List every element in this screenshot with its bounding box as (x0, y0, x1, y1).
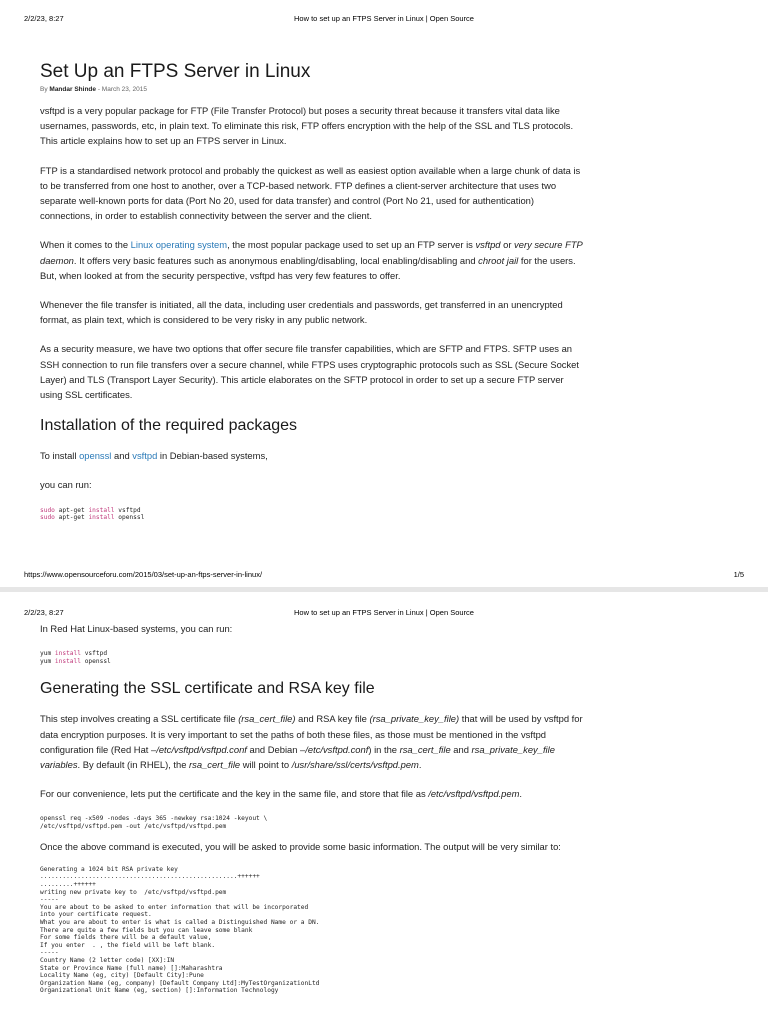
print-url[interactable]: https://www.opensourceforu.com/2015/03/set-up-an-ftps-server-in-linux/ (24, 570, 263, 579)
paragraph-you-can-run: you can run: (40, 479, 92, 491)
page-divider (0, 587, 768, 592)
print-date: 2/2/23, 8:27 (24, 14, 64, 23)
code-openssl-req: openssl req -x509 -nodes -days 365 -newkey rsa:1024 -keyout \ /etc/vsftpd/vsftpd.pem -out /etc/vsftpd/vsftpd.pem (40, 815, 268, 830)
paragraph-redhat: In Red Hat Linux-based systems, you can run: (40, 623, 233, 634)
code-openssl-output: Generating a 1024 bit RSA private key .....................................................++++++ .........++++++ writing new private key to /etc/vsftpd/vsftpd.pem ----- You are about to be asked to enter information that will be incorporated into your certificate request. What you are about to enter is what is called a Distinguished Name or a DN. There are quite a few fields but you can leave some blank For some fields there will be a default value, If you enter . , the field will be left blank. ----- Country Name (2 letter code) [XX]:IN State or Province Name (full name) []:Maharashtra Locality Name (eg, city) [Default City]:Pune Organization Name (eg, company) [Default Company Ltd]:MyTestOrganizationLtd Organizational Unit Name (eg, section) []:Information Technology (40, 865, 320, 995)
paragraph-plain-text-risk: Whenever the file transfer is initiated, all the data, including user credentials and passwords, get transferred in an unencrypted format, as plain text, which is considered to be very risky in any public network. (40, 299, 563, 326)
linux-os-link[interactable]: Linux operating system (130, 239, 228, 251)
vsftpd-link[interactable]: vsftpd (132, 450, 158, 462)
heading-ssl-cert: Generating the SSL certificate and RSA key file (40, 680, 375, 698)
openssl-link[interactable]: openssl (79, 450, 112, 462)
print-date-2: 2/2/23, 8:27 (24, 608, 64, 617)
article-title: Set Up an FTPS Server in Linux (40, 61, 311, 82)
publish-date: - March 23, 2015 (97, 86, 147, 93)
author-link[interactable]: Mandar Shinde (49, 86, 96, 93)
heading-installation: Installation of the required packages (40, 417, 298, 435)
paragraph-install-debian: To install openssl and vsftpd in Debian-based systems, (40, 450, 268, 462)
byline-prefix: By (40, 86, 48, 93)
paragraph-ftp-definition: FTP is a standardised network protocol and probably the quickest as well as easiest option available when a large chunk of data is to be transferred from one host to another, over a TCP-based network. FTP defines a client-server architecture that uses two separate well-known ports for data (Port No 20, used for data transfer) and control (Port No 21, used for authentication) connections, in order to establish connectivity between the server and the client. (40, 164, 581, 222)
paragraph-vsftpd: When it comes to the Linux operating system, the most popular package used to set up an FTP server is vsftpd or very secure FTP daemon. It offers very basic features such as anonymous enabling/disabling, local enabling/disabling and chroot jail for the users. But, when looked at from the security perspective, vsftpd has very few features to offer. (40, 239, 583, 281)
pdf-page-2 (0, 596, 768, 1024)
print-title-2: How to set up an FTPS Server in Linux | Open Source (294, 608, 474, 617)
paragraph-convenience: For our convenience, lets put the certificate and the key in the same file, and store that file as /etc/vsftpd/vsftpd.pem. (40, 788, 523, 800)
article-body-2 (40, 621, 588, 995)
print-page-number: 1/5 (733, 570, 744, 579)
paragraph-sftp-ftps: As a security measure, we have two options that offer secure file transfer capabilities, which are SFTP and FTPS. SFTP uses an SSH connection to run file transfers over a secure channel, while FTPS uses cryptographic protocols such as SSL (Secure Socket Layer) and TLS (Transport Layer Security). This article elaborates on the SFTP protocol in order to set up a secure FTP server using SSL certificates. (40, 343, 579, 401)
article-body (40, 60, 588, 522)
code-yum-install: yum install vsftpd yum install openssl (40, 650, 111, 665)
paragraph-ssl-files: This step involves creating a SSL certificate file (rsa_cert_file) and RSA key file (rsa_private_key_file) that will be used by vsftpd for data encryption purposes. It is very important to set the paths of both these files, as those must be mentioned in the vsftpd configuration file (Red Hat –/etc/vsftpd/vsftpd.conf and Debian –/etc/vsftpd.conf) in the rsa_cert_file and rsa_private_key_file variables. By default (in RHEL), the rsa_cert_file will point to /usr/share/ssl/certs/vsftpd.pem. (40, 713, 583, 770)
byline (40, 86, 588, 93)
paragraph-intro: vsftpd is a very popular package for FTP (File Transfer Protocol) but poses a security threat because it transfers vital data like usernames, passwords, etc, in plain text. To eliminate this risk, FTP offers encryption with the help of the SSL and TLS protocols. This article explains how to set up an FTPS server in Linux. (40, 105, 574, 147)
print-title: How to set up an FTPS Server in Linux | Open Source (294, 14, 474, 23)
paragraph-once-executed: Once the above command is executed, you will be asked to provide some basic information. The output will be very similar to: (40, 840, 561, 852)
code-debian-install: sudo apt-get install vsftpd sudo apt-get install openssl (40, 506, 145, 522)
